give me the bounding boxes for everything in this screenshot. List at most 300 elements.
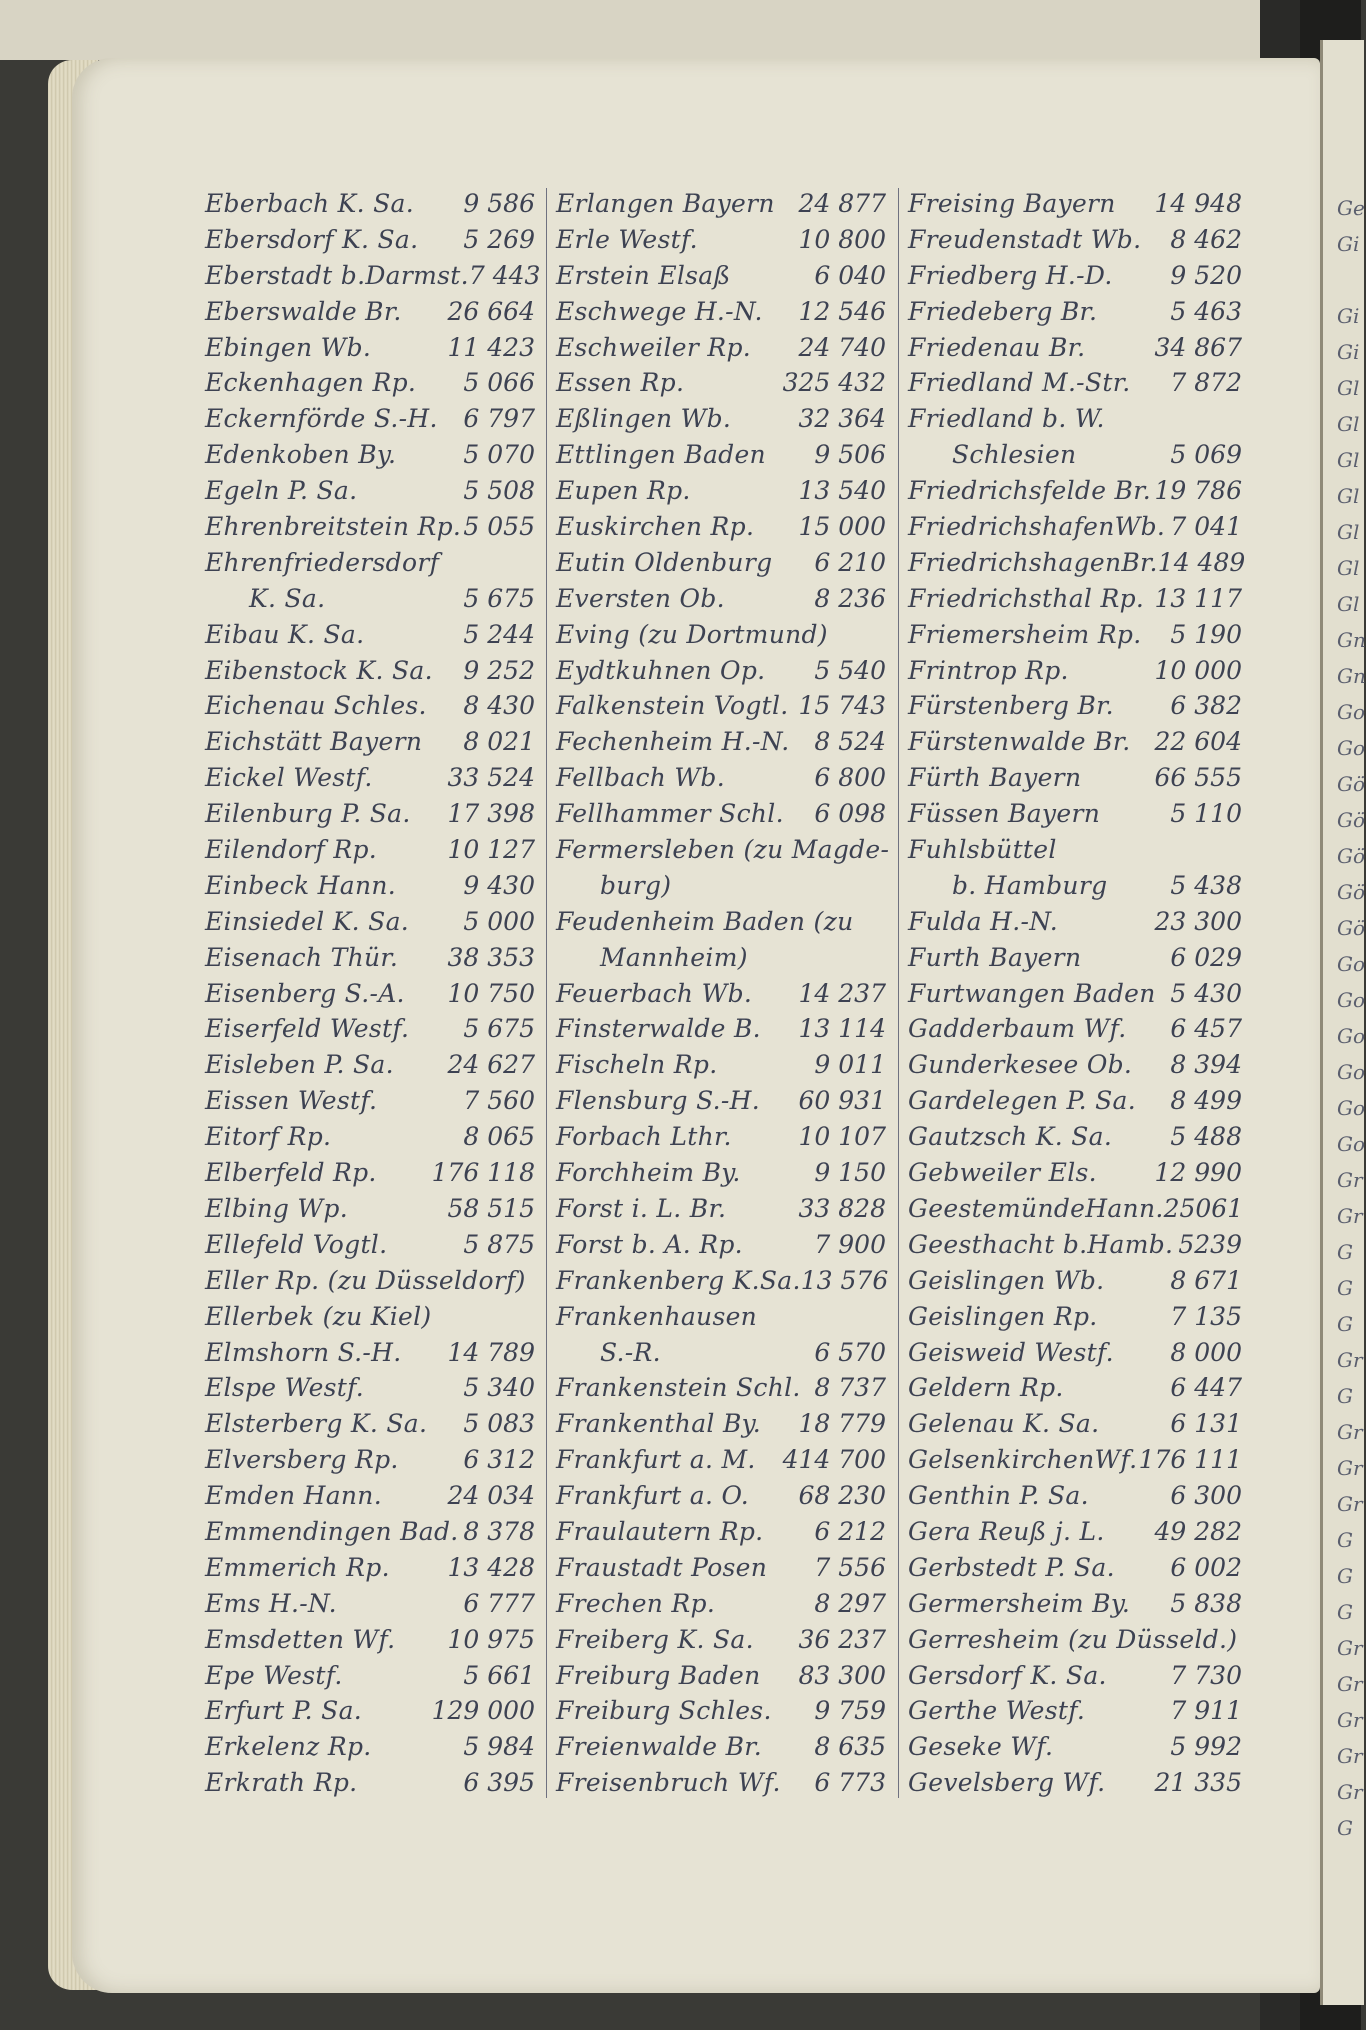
population-value: 12 990 xyxy=(1154,1158,1242,1188)
place-name: Gerthe Westf. xyxy=(908,1696,1086,1726)
list-item xyxy=(908,294,1242,330)
place-name: Erfurt P. Sa. xyxy=(205,1696,363,1726)
population-value: 68 230 xyxy=(798,1481,886,1511)
population-value: 6 002 xyxy=(1170,1552,1242,1582)
place-name: Friedberg H.-D. xyxy=(908,260,1113,290)
place-name: Gebweiler Els. xyxy=(908,1158,1097,1188)
list-item xyxy=(556,1299,886,1335)
population-value: 25061 xyxy=(1163,1193,1244,1223)
next-page-fragment: Gi xyxy=(1337,340,1360,364)
population-value: 19 786 xyxy=(1154,476,1242,506)
list-item xyxy=(556,222,886,258)
list-item xyxy=(556,796,886,832)
population-value: 5 540 xyxy=(814,655,886,685)
column-1 xyxy=(205,186,541,1801)
next-page-fragment: Gr xyxy=(1337,1456,1363,1480)
place-name: Erkrath Rp. xyxy=(205,1768,358,1798)
population-value: 8 021 xyxy=(463,727,535,757)
next-page-fragment: Go xyxy=(1337,1132,1366,1156)
place-name: Eisleben P. Sa. xyxy=(205,1050,394,1080)
place-name: Elmshorn S.-H. xyxy=(205,1337,402,1367)
place-name: Gersdorf K. Sa. xyxy=(908,1660,1107,1690)
place-name: Eutin Oldenburg xyxy=(556,547,773,577)
list-item xyxy=(205,581,535,617)
list-item xyxy=(908,832,1242,868)
population-value: 8 499 xyxy=(1170,1086,1242,1116)
next-page-fragment: G xyxy=(1337,1240,1353,1264)
list-item xyxy=(908,1765,1242,1801)
place-name: Gera Reuß j. L. xyxy=(908,1516,1105,1546)
list-item xyxy=(908,1550,1242,1586)
list-item xyxy=(556,258,886,294)
place-name: Epe Westf. xyxy=(205,1660,343,1690)
place-name: Frankenthal By. xyxy=(556,1409,761,1439)
next-page-fragment: Go xyxy=(1337,1024,1366,1048)
list-item xyxy=(205,545,535,581)
place-name: Flensburg S.-H. xyxy=(556,1086,760,1116)
list-item xyxy=(908,365,1242,401)
list-item xyxy=(908,509,1242,545)
list-item xyxy=(205,1478,535,1514)
place-name: Eving (zu Dortmund) xyxy=(556,619,828,649)
list-item xyxy=(908,1622,1242,1658)
population-value: 5 340 xyxy=(463,1373,535,1403)
backdrop-top xyxy=(0,0,1361,60)
population-value: 24 034 xyxy=(447,1481,535,1511)
place-name: Falkenstein Vogtl. xyxy=(556,691,789,721)
list-item xyxy=(556,1155,886,1191)
list-item xyxy=(908,222,1242,258)
list-item xyxy=(556,976,886,1012)
population-value: 5 110 xyxy=(1170,799,1242,829)
list-item xyxy=(556,868,886,904)
next-page-fragment: Gr xyxy=(1337,1492,1363,1516)
population-value: 5 244 xyxy=(463,619,535,649)
place-name: Frankfurt a. M. xyxy=(556,1445,756,1475)
place-name: S.-R. xyxy=(600,1337,661,1367)
population-value: 11 423 xyxy=(447,332,535,362)
list-item xyxy=(556,1011,886,1047)
population-value: 5 269 xyxy=(463,224,535,254)
place-name: Gelenau K. Sa. xyxy=(908,1409,1100,1439)
list-item xyxy=(908,724,1242,760)
population-value: 8 000 xyxy=(1170,1337,1242,1367)
population-value: 5 508 xyxy=(463,476,535,506)
place-name: Egeln P. Sa. xyxy=(205,476,358,506)
population-value: 9 150 xyxy=(814,1158,886,1188)
list-item xyxy=(205,1047,535,1083)
column-3 xyxy=(908,186,1246,1801)
list-item xyxy=(908,1658,1242,1694)
population-value: 5 438 xyxy=(1170,870,1242,900)
place-name: Friemersheim Rp. xyxy=(908,619,1142,649)
population-value: 5239 xyxy=(1178,1229,1242,1259)
list-item xyxy=(205,1155,535,1191)
place-name: Gautzsch K. Sa. xyxy=(908,1122,1113,1152)
list-item xyxy=(556,1693,886,1729)
population-value: 6 570 xyxy=(814,1337,886,1367)
population-value: 6 300 xyxy=(1170,1481,1242,1511)
population-value: 60 931 xyxy=(798,1086,886,1116)
list-item xyxy=(556,1083,886,1119)
list-item xyxy=(205,940,535,976)
population-value: 9 520 xyxy=(1170,260,1242,290)
next-page-fragment: Gi xyxy=(1337,232,1360,256)
population-value: 8 394 xyxy=(1170,1050,1242,1080)
place-name: Frankenberg K.Sa. xyxy=(556,1265,801,1295)
place-name: Eschwege H.-N. xyxy=(556,296,763,326)
place-name: Friedland M.-Str. xyxy=(908,368,1131,398)
population-value: 13 114 xyxy=(798,1014,886,1044)
population-value: 6 029 xyxy=(1170,942,1242,972)
next-page-fragment: G xyxy=(1337,1564,1353,1588)
list-item xyxy=(205,724,535,760)
list-item xyxy=(205,1083,535,1119)
place-name: Geislingen Wb. xyxy=(908,1265,1105,1295)
place-name: Friedeberg Br. xyxy=(908,296,1098,326)
population-value: 6 212 xyxy=(814,1516,886,1546)
place-name: Eibenstock K. Sa. xyxy=(205,655,433,685)
population-value: 7 443 xyxy=(468,260,541,290)
list-item xyxy=(556,186,886,222)
place-name: Einsiedel K. Sa. xyxy=(205,906,410,936)
list-item xyxy=(205,1693,535,1729)
list-item xyxy=(205,904,535,940)
list-item xyxy=(205,796,535,832)
place-name: Fraulautern Rp. xyxy=(556,1516,764,1546)
next-page-fragment: Go xyxy=(1337,736,1366,760)
list-item xyxy=(908,186,1242,222)
list-item xyxy=(908,688,1242,724)
list-item xyxy=(908,1514,1242,1550)
population-value: 14 489 xyxy=(1157,547,1246,577)
population-value: 13 117 xyxy=(1154,583,1242,613)
population-value: 15 743 xyxy=(798,691,886,721)
list-item xyxy=(205,1658,535,1694)
list-item xyxy=(205,760,535,796)
place-name: Frankfurt a. O. xyxy=(556,1481,750,1511)
next-page-edge xyxy=(1320,40,1364,2005)
list-item xyxy=(556,617,886,653)
next-page-fragment: Gr xyxy=(1337,1708,1363,1732)
population-value: 14 948 xyxy=(1154,189,1242,218)
population-value: 58 515 xyxy=(447,1193,535,1223)
population-value: 7 041 xyxy=(1170,512,1242,542)
list-item xyxy=(908,581,1242,617)
next-page-fragment: Gl xyxy=(1337,448,1360,472)
place-name: Elversberg Rp. xyxy=(205,1445,399,1475)
place-name: Freisenbruch Wf. xyxy=(556,1768,781,1798)
population-value: 8 737 xyxy=(814,1373,886,1403)
place-name: Geisweid Westf. xyxy=(908,1337,1114,1367)
population-value: 6 040 xyxy=(814,260,886,290)
next-page-fragment: Gr xyxy=(1337,1204,1363,1228)
list-item xyxy=(908,258,1242,294)
list-item xyxy=(556,1442,886,1478)
place-name: Freienwalde Br. xyxy=(556,1732,763,1762)
list-item xyxy=(908,1729,1242,1765)
population-value: 14 237 xyxy=(798,978,886,1008)
place-name: Furth Bayern xyxy=(908,942,1082,972)
list-item xyxy=(205,1442,535,1478)
population-value: 8 430 xyxy=(463,691,535,721)
list-item xyxy=(205,688,535,724)
list-item xyxy=(205,617,535,653)
place-name: Geesthacht b.Hamb. xyxy=(908,1229,1174,1259)
place-name: Ebingen Wb. xyxy=(205,332,372,362)
place-name: Ehrenfriedersdorf xyxy=(205,547,440,577)
list-item xyxy=(908,545,1246,581)
population-value: 5 000 xyxy=(463,906,535,936)
place-name: Euskirchen Rp. xyxy=(556,512,755,542)
place-name: Eichenau Schles. xyxy=(205,691,427,721)
population-value: 10 127 xyxy=(447,835,535,865)
next-page-fragment: Go xyxy=(1337,1096,1366,1120)
list-item xyxy=(205,365,535,401)
population-value: 21 335 xyxy=(1154,1768,1242,1798)
place-name: Forchheim By. xyxy=(556,1158,741,1188)
population-value: 8 524 xyxy=(814,727,886,757)
population-value: 33 524 xyxy=(447,763,535,793)
place-name: Eilenburg P. Sa. xyxy=(205,799,411,829)
population-value: 10 750 xyxy=(447,978,535,1008)
list-item xyxy=(556,1263,889,1299)
list-item xyxy=(908,1299,1242,1335)
place-name: Eberstadt b.Darmst. xyxy=(205,260,469,290)
list-item xyxy=(908,617,1242,653)
population-value: 6 777 xyxy=(463,1588,535,1618)
place-name: Einbeck Hann. xyxy=(205,870,396,900)
place-name: Emmerich Rp. xyxy=(205,1552,390,1582)
column-divider xyxy=(546,188,547,1798)
population-value: 5 661 xyxy=(463,1660,535,1690)
place-name: Ems H.-N. xyxy=(205,1588,337,1618)
place-name: Forst b. A. Rp. xyxy=(556,1229,743,1259)
place-name: Eisenberg S.-A. xyxy=(205,978,405,1008)
population-value: 5 675 xyxy=(463,583,535,613)
list-item xyxy=(908,868,1242,904)
place-name: Eibau K. Sa. xyxy=(205,619,365,649)
population-value: 36 237 xyxy=(798,1624,886,1654)
population-value: 6 131 xyxy=(1170,1409,1242,1439)
list-item xyxy=(556,724,886,760)
population-value: 24 740 xyxy=(798,332,886,362)
place-name: Eberbach K. Sa. xyxy=(205,189,415,218)
next-page-fragment: Gö xyxy=(1337,844,1366,868)
population-value: 7 872 xyxy=(1170,368,1242,398)
list-item xyxy=(908,1011,1242,1047)
population-value: 24 877 xyxy=(798,189,886,218)
list-item xyxy=(205,1622,535,1658)
list-item xyxy=(556,1729,886,1765)
next-page-fragment: Gn xyxy=(1337,628,1366,652)
list-item xyxy=(205,1370,535,1406)
place-name: Freising Bayern xyxy=(908,189,1116,218)
place-name: Elbing Wp. xyxy=(205,1193,348,1223)
list-item xyxy=(908,653,1242,689)
list-item xyxy=(556,509,886,545)
next-page-fragment: Go xyxy=(1337,1060,1366,1084)
place-name: Eickel Westf. xyxy=(205,763,373,793)
next-page-fragment: G xyxy=(1337,1600,1353,1624)
place-name: Friedenau Br. xyxy=(908,332,1086,362)
place-name: Fürstenberg Br. xyxy=(908,691,1114,721)
next-page-fragment: Gr xyxy=(1337,1672,1363,1696)
list-item xyxy=(908,1191,1242,1227)
place-name: Furtwangen Baden xyxy=(908,978,1156,1008)
list-item xyxy=(908,1478,1242,1514)
place-name: Erle Westf. xyxy=(556,224,698,254)
list-item xyxy=(205,437,535,473)
population-value: 9 506 xyxy=(814,440,886,470)
list-item xyxy=(908,1693,1242,1729)
list-item xyxy=(908,1335,1242,1371)
list-item xyxy=(205,401,535,437)
list-item xyxy=(556,545,886,581)
list-item xyxy=(556,1550,886,1586)
next-page-fragment: Gl xyxy=(1337,376,1360,400)
list-item xyxy=(205,186,535,222)
list-item xyxy=(205,1406,535,1442)
population-value: 176 118 xyxy=(431,1158,535,1188)
population-value: 26 664 xyxy=(447,296,535,326)
place-name: Gerresheim (zu Düsseld.) xyxy=(908,1624,1238,1654)
place-name: Eckenhagen Rp. xyxy=(205,368,417,398)
list-item xyxy=(205,1263,535,1299)
population-value: 14 789 xyxy=(447,1337,535,1367)
population-value: 34 867 xyxy=(1154,332,1242,362)
list-item xyxy=(908,1119,1242,1155)
list-item xyxy=(908,904,1242,940)
population-value: 9 430 xyxy=(463,870,535,900)
next-page-fragment: Gn xyxy=(1337,664,1366,688)
place-name: Frintrop Rp. xyxy=(908,655,1069,685)
next-page-fragment: Gr xyxy=(1337,1636,1363,1660)
place-name: Emden Hann. xyxy=(205,1481,382,1511)
next-page-fragment: Gl xyxy=(1337,520,1360,544)
place-name: Mannheim) xyxy=(600,942,748,972)
place-name: Gadderbaum Wf. xyxy=(908,1014,1127,1044)
place-name: Fellhammer Schl. xyxy=(556,799,784,829)
population-value: 32 364 xyxy=(798,404,886,434)
place-name: Germersheim By. xyxy=(908,1588,1131,1618)
population-value: 8 236 xyxy=(814,583,886,613)
place-name: Ellefeld Vogtl. xyxy=(205,1229,388,1259)
list-item xyxy=(556,1658,886,1694)
place-name: Eydtkuhnen Op. xyxy=(556,655,766,685)
place-name: GelsenkirchenWf. xyxy=(908,1445,1138,1475)
population-value: 5 984 xyxy=(463,1732,535,1762)
list-item xyxy=(556,365,886,401)
next-page-fragment: G xyxy=(1337,1816,1353,1840)
population-value: 5 488 xyxy=(1170,1122,1242,1152)
population-value: 8 635 xyxy=(814,1732,886,1762)
place-name: Finsterwalde B. xyxy=(556,1014,761,1044)
population-value: 17 398 xyxy=(447,799,535,829)
next-page-top-margin xyxy=(1323,40,1364,190)
next-page-fragment: Gl xyxy=(1337,556,1360,580)
list-item xyxy=(908,437,1242,473)
list-item xyxy=(908,760,1242,796)
list-item xyxy=(556,1119,886,1155)
next-page-fragment: Gr xyxy=(1337,1168,1363,1192)
place-name: Fermersleben (zu Magde- xyxy=(556,835,890,865)
place-name: Emsdetten Wf. xyxy=(205,1624,396,1654)
population-value: 12 546 xyxy=(798,296,886,326)
population-value: 13 576 xyxy=(800,1265,889,1295)
next-page-fragment: Go xyxy=(1337,988,1366,1012)
place-name: Fürth Bayern xyxy=(908,763,1082,793)
place-name: Fürstenwalde Br. xyxy=(908,727,1131,757)
place-name: Eberswalde Br. xyxy=(205,296,402,326)
population-value: 325 432 xyxy=(782,368,886,398)
population-value: 10 000 xyxy=(1154,655,1242,685)
list-item xyxy=(205,1227,535,1263)
list-item xyxy=(556,832,890,868)
column-divider xyxy=(898,188,899,1798)
next-page-fragment: Gl xyxy=(1337,484,1360,508)
population-value: 13 540 xyxy=(798,476,886,506)
list-item xyxy=(205,1729,535,1765)
list-item xyxy=(556,1586,886,1622)
next-page-fragment: Gl xyxy=(1337,412,1360,436)
place-name: burg) xyxy=(600,870,672,900)
list-item xyxy=(908,1083,1242,1119)
place-name: Eckernförde S.-H. xyxy=(205,404,438,434)
place-name: b. Hamburg xyxy=(952,870,1108,900)
population-value: 129 000 xyxy=(431,1696,535,1726)
place-name: Elspe Westf. xyxy=(205,1373,365,1403)
place-name: Fischeln Rp. xyxy=(556,1050,718,1080)
population-value: 10 107 xyxy=(798,1122,886,1152)
population-value: 18 779 xyxy=(798,1409,886,1439)
list-item xyxy=(556,1227,886,1263)
place-name: Ehrenbreitstein Rp. xyxy=(205,512,462,542)
population-value: 9 759 xyxy=(814,1696,886,1726)
place-name: Gardelegen P. Sa. xyxy=(908,1086,1136,1116)
population-value: 13 428 xyxy=(447,1552,535,1582)
population-value: 6 098 xyxy=(814,799,886,829)
population-value: 6 210 xyxy=(814,547,886,577)
population-value: 8 462 xyxy=(1170,224,1242,254)
place-name: Eversten Ob. xyxy=(556,583,725,613)
next-page-fragment: Go xyxy=(1337,952,1366,976)
list-item xyxy=(556,437,886,473)
population-value: 7 556 xyxy=(814,1552,886,1582)
place-name: Eisenach Thür. xyxy=(205,942,399,972)
place-name: Eller Rp. (zu Düsseldorf) xyxy=(205,1265,526,1295)
list-item xyxy=(205,1299,535,1335)
place-name: Feuerbach Wb. xyxy=(556,978,753,1008)
list-item xyxy=(556,581,886,617)
next-page-fragment: Gö xyxy=(1337,916,1366,940)
list-item xyxy=(205,976,535,1012)
place-name: Geldern Rp. xyxy=(908,1373,1064,1403)
list-item xyxy=(556,473,886,509)
place-name: Forst i. L. Br. xyxy=(556,1193,727,1223)
next-page-fragment: G xyxy=(1337,1312,1353,1336)
next-page-fragment: Gr xyxy=(1337,1780,1363,1804)
place-name: Frankenhausen xyxy=(556,1301,758,1331)
place-name: Füssen Bayern xyxy=(908,799,1101,829)
list-item xyxy=(205,1765,535,1801)
population-value: 38 353 xyxy=(447,942,535,972)
list-item xyxy=(556,330,886,366)
list-item xyxy=(205,1191,535,1227)
population-value: 5 190 xyxy=(1170,619,1242,649)
next-page-fragment: G xyxy=(1337,1384,1353,1408)
population-value: 8 065 xyxy=(463,1122,535,1152)
